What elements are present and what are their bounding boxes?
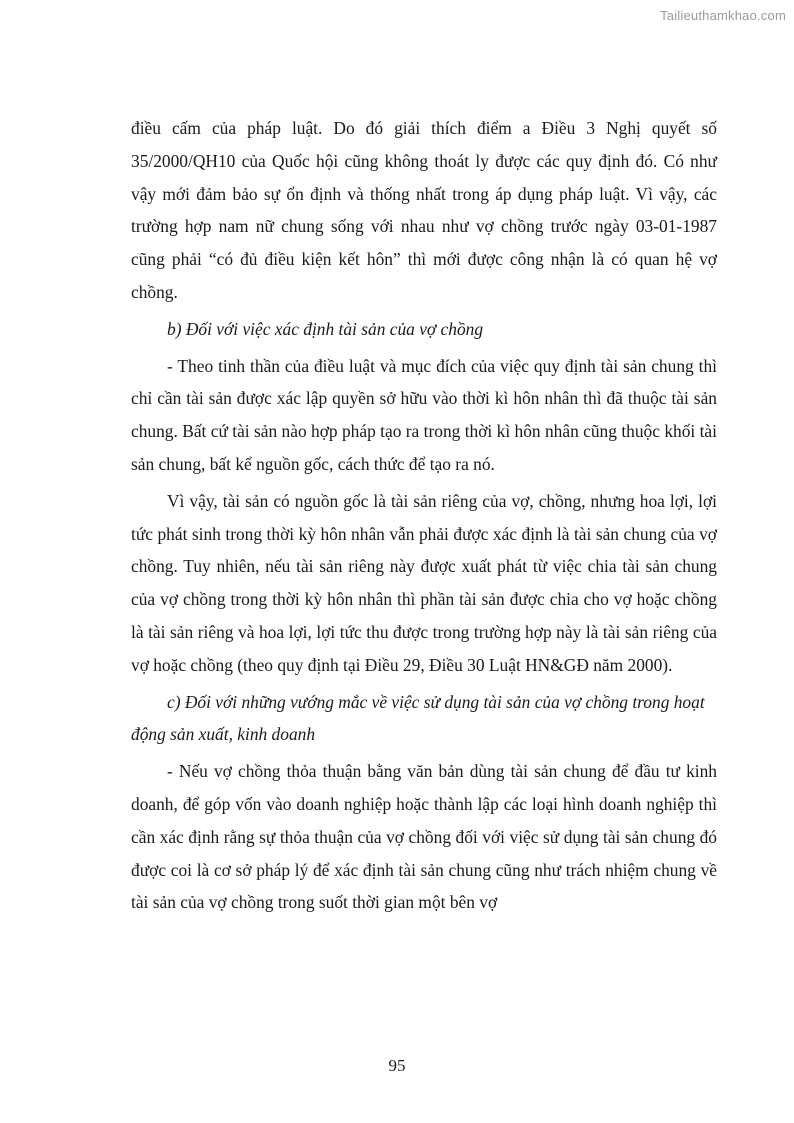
section-heading-c: c) Đối với những vướng mắc về việc sử dụng tài sản của vợ chồng trong hoạt động sản xuất, kinh doanh [131,691,705,745]
section-heading-b: b) Đối với việc xác định tài sản của vợ chồng [167,318,484,339]
paragraph-continuation: điều cấm của pháp luật. Do đó giải thích điểm a Điều 3 Nghị quyết số 35/2000/QH10 của Quốc hội cũng không thoát ly được các quy định đó. Có như vậy mới đảm bảo sự ổn định và thống nhất trong áp dụng pháp luật. Vì vậy, các trường hợp nam nữ chung sống với nhau như vợ chồng trước ngày 03-01-1987 cũng phải “có đủ điều kiện kết hôn” thì mới được công nhận là có quan hệ vợ chồng. [131,118,717,302]
paragraph-c-1: - Nếu vợ chồng thỏa thuận bằng văn bản dùng tài sản chung để đầu tư kinh doanh, để góp vốn vào doanh nghiệp hoặc thành lập các loại hình doanh nghiệp thì cần xác định rằng sự thỏa thuận của vợ chồng đối với việc sử dụng tài sản chung đó được coi là cơ sở pháp lý để xác định tài sản chung cũng như trách nhiệm chung về tài sản của vợ chồng trong suốt thời gian một bên vợ [131,761,717,913]
watermark: Tailieuthamkhao.com [660,8,786,23]
paragraph-b-1: - Theo tinh thần của điều luật và mục đích của việc quy định tài sản chung thì chỉ cần tài sản được xác lập quyền sở hữu vào thời kì hôn nhân thì đã thuộc tài sản chung. Bất cứ tài sản nào hợp pháp tạo ra trong thời kì hôn nhân cũng thuộc khối tài sản chung, bất kể nguồn gốc, cách thức để tạo ra nó. [131,355,717,474]
page-number: 95 [388,1056,406,1075]
paragraph-b-2: Vì vậy, tài sản có nguồn gốc là tài sản riêng của vợ, chồng, nhưng hoa lợi, lợi tức phát sinh trong thời kỳ hôn nhân vẫn phải được xác định là tài sản chung của vợ chồng. Tuy nhiên, nếu tài sản riêng này được xuất phát từ việc chia tài sản chung của vợ chồng trong thời kỳ hôn nhân thì phần tài sản được chia cho vợ hoặc chồng là tài sản riêng và hoa lợi, lợi tức thu được trong trường hợp này là tài sản riêng của vợ hoặc chồng (theo quy định tại Điều 29, Điều 30 Luật HN&GĐ năm 2000). [131,490,717,675]
page-body [131,112,717,919]
